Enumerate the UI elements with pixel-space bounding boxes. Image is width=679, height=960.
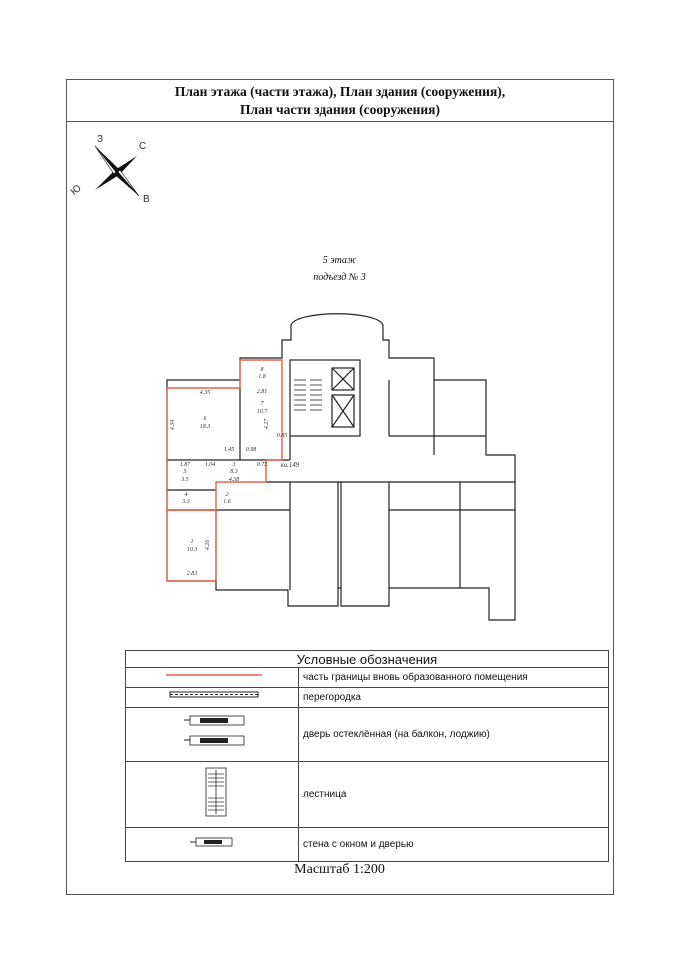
room2-num: 2 [225, 492, 229, 498]
room4-area: 3.3 [182, 499, 190, 505]
dim-072: 0.72 [256, 462, 268, 468]
room8-num: 8 [260, 367, 264, 373]
dim-085: 0.85 [276, 433, 288, 439]
room1-area: 10.3 [186, 547, 198, 553]
room1-num: 1 [190, 539, 194, 545]
room3-num: 3 [232, 462, 236, 468]
room4-num: 4 [184, 492, 188, 498]
legend-label-glazed-door: дверь остеклённая (на балкон, лоджию) [299, 708, 609, 762]
room7-height: 4.27 [264, 418, 270, 430]
room7-width: 2.81 [256, 389, 268, 395]
legend-symbol-wall-window-door [126, 828, 299, 862]
scale-label: Масштаб 1:200 [294, 862, 385, 877]
legend-label-staircase: лестница [299, 762, 609, 828]
entrance-label: подъезд № 3 [313, 272, 366, 283]
title-line-2: План части здания (сооружения) [240, 102, 440, 117]
room3-area: 8.3 [230, 469, 238, 475]
room5-w2: 1.04 [204, 462, 216, 468]
room8-area: 1.8 [258, 374, 266, 380]
floor-level-label: 5 этаж [322, 255, 357, 266]
room1-height: 4.26 [205, 539, 211, 551]
dim-145: 1.45 [223, 447, 235, 453]
legend-label-partition: перегородка [299, 688, 609, 708]
room7-area: 10.7 [256, 409, 268, 415]
room6-num: 6 [203, 416, 207, 422]
legend-symbol-staircase [126, 762, 299, 828]
legend-symbol-partition [126, 688, 299, 708]
room6-width: 4.35 [199, 390, 211, 396]
apartment-label: кв.149 [280, 461, 300, 469]
room7-num: 7 [260, 401, 264, 407]
legend-symbol-red-line [126, 668, 299, 688]
legend-header: Условные обозначения [126, 651, 609, 668]
legend-label-boundary: часть границы вновь образованного помещения [299, 668, 609, 688]
compass-east: В [143, 194, 150, 205]
legend-symbol-glazed-door [126, 708, 299, 762]
corridor-length: 4.38 [228, 477, 240, 483]
room5-w: 1.87 [179, 462, 191, 468]
room5-area: 3.5 [181, 477, 189, 483]
compass-west: З [97, 134, 104, 145]
room2-area: 1.6 [223, 499, 231, 505]
room6-height: 4.34 [170, 419, 176, 431]
title-line-1: План этажа (части этажа), План здания (сооружения), [174, 84, 506, 99]
legend-table [125, 650, 609, 862]
compass-south: Ю [68, 182, 84, 198]
room5-num: 5 [183, 469, 187, 475]
dim-098: 0.98 [245, 447, 257, 453]
legend-label-wall-window-door: стена с окном и дверью [299, 828, 609, 862]
room1-width: 2.83 [186, 571, 198, 577]
compass-north: С [139, 141, 147, 152]
room6-area: 18.3 [199, 424, 211, 430]
